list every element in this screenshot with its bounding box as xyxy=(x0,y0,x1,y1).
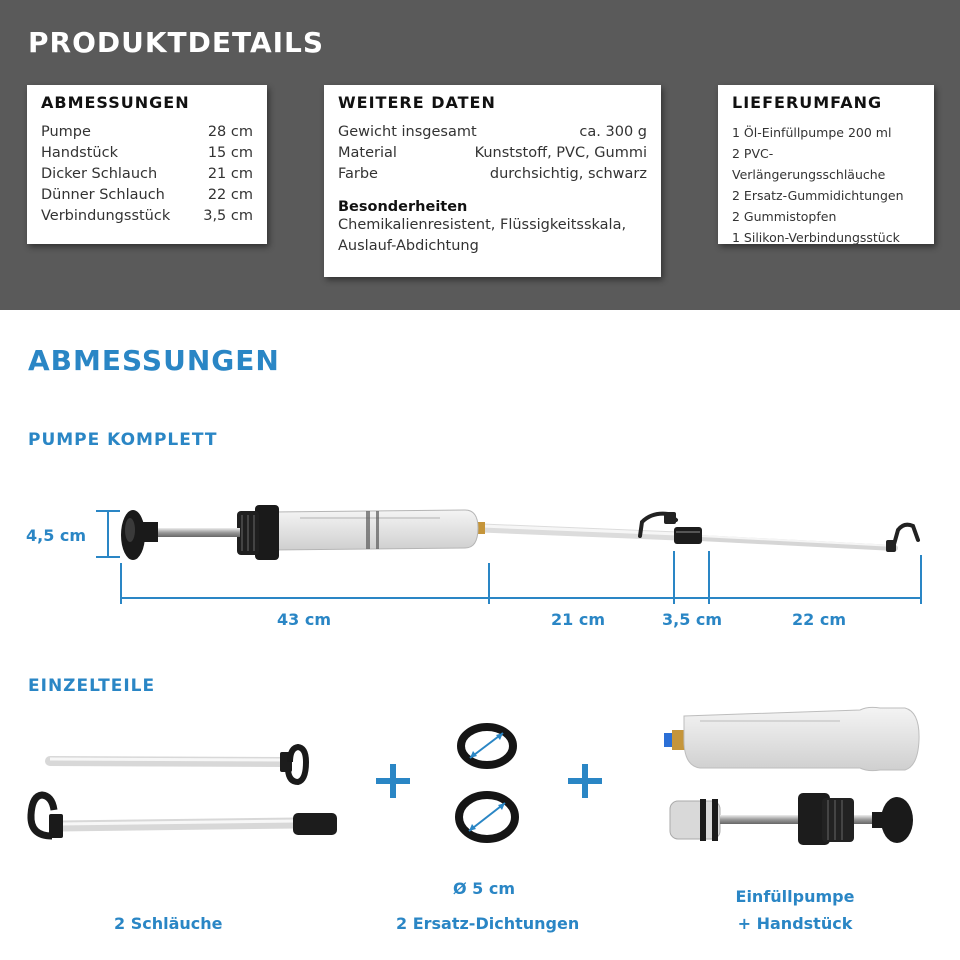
pump-complete-title: PUMPE KOMPLETT xyxy=(28,430,218,450)
row-label: Material xyxy=(338,145,397,161)
row-label: Handstück xyxy=(41,145,118,161)
seals-image xyxy=(459,727,515,839)
handle-caption: + Handstück xyxy=(737,914,853,933)
length-label: 3,5 cm xyxy=(662,610,723,629)
hoses-image xyxy=(31,747,337,838)
height-label: 4,5 cm xyxy=(26,526,87,545)
length-dimension-line xyxy=(121,551,921,604)
section-title: ABMESSUNGEN xyxy=(28,344,280,377)
row-value: 28 cm xyxy=(207,124,253,140)
row-value: Kunststoff, PVC, Gummi xyxy=(474,145,647,161)
row-value: 21 cm xyxy=(207,166,253,182)
more-data-card-title: WEITERE DATEN xyxy=(338,93,496,112)
length-label: 21 cm xyxy=(551,610,605,629)
seals-caption: 2 Ersatz-Dichtungen xyxy=(396,914,580,933)
plus-icon xyxy=(568,764,602,798)
delivery-item: 2 PVC-Verlängerungsschläuche xyxy=(732,146,886,182)
diameter-label: Ø 5 cm xyxy=(453,879,516,898)
complete-pump-image xyxy=(121,505,918,560)
length-label: 43 cm xyxy=(277,610,331,629)
delivery-scope-card-title: LIEFERUMFANG xyxy=(732,93,883,112)
features-text-line: Auslauf-Abdichtung xyxy=(338,238,479,254)
length-label: 22 cm xyxy=(792,610,846,629)
row-label: Farbe xyxy=(338,166,378,182)
parts-title: EINZELTEILE xyxy=(28,676,156,696)
height-dimension-line xyxy=(96,511,120,557)
row-label: Dicker Schlauch xyxy=(41,166,158,182)
plus-icon xyxy=(376,764,410,798)
delivery-item: 2 Ersatz-Gummidichtungen xyxy=(732,188,904,203)
row-value: 22 cm xyxy=(207,187,253,203)
row-label: Dünner Schlauch xyxy=(41,187,165,203)
row-value: ca. 300 g xyxy=(579,124,647,140)
pump-caption: Einfüllpumpe xyxy=(735,887,855,906)
features-text-line: Chemikalienresistent, Flüssigkeitsskala, xyxy=(338,217,627,233)
delivery-item: 2 Gummistopfen xyxy=(732,209,837,224)
pump-parts-image xyxy=(664,707,919,845)
row-label: Pumpe xyxy=(41,124,91,140)
features-heading: Besonderheiten xyxy=(338,199,468,215)
row-value: 3,5 cm xyxy=(203,208,253,224)
delivery-item: 1 Öl-Einfüllpumpe 200 ml xyxy=(732,125,892,140)
row-value: 15 cm xyxy=(207,145,253,161)
hoses-caption: 2 Schläuche xyxy=(114,914,223,933)
page-title: PRODUKTDETAILS xyxy=(28,26,325,59)
delivery-item: 1 Silikon-Verbindungsstück xyxy=(732,230,900,245)
row-value: durchsichtig, schwarz xyxy=(489,166,647,182)
row-label: Verbindungsstück xyxy=(41,208,171,224)
dimensions-card-title: ABMESSUNGEN xyxy=(41,93,190,112)
row-label: Gewicht insgesamt xyxy=(338,124,477,140)
